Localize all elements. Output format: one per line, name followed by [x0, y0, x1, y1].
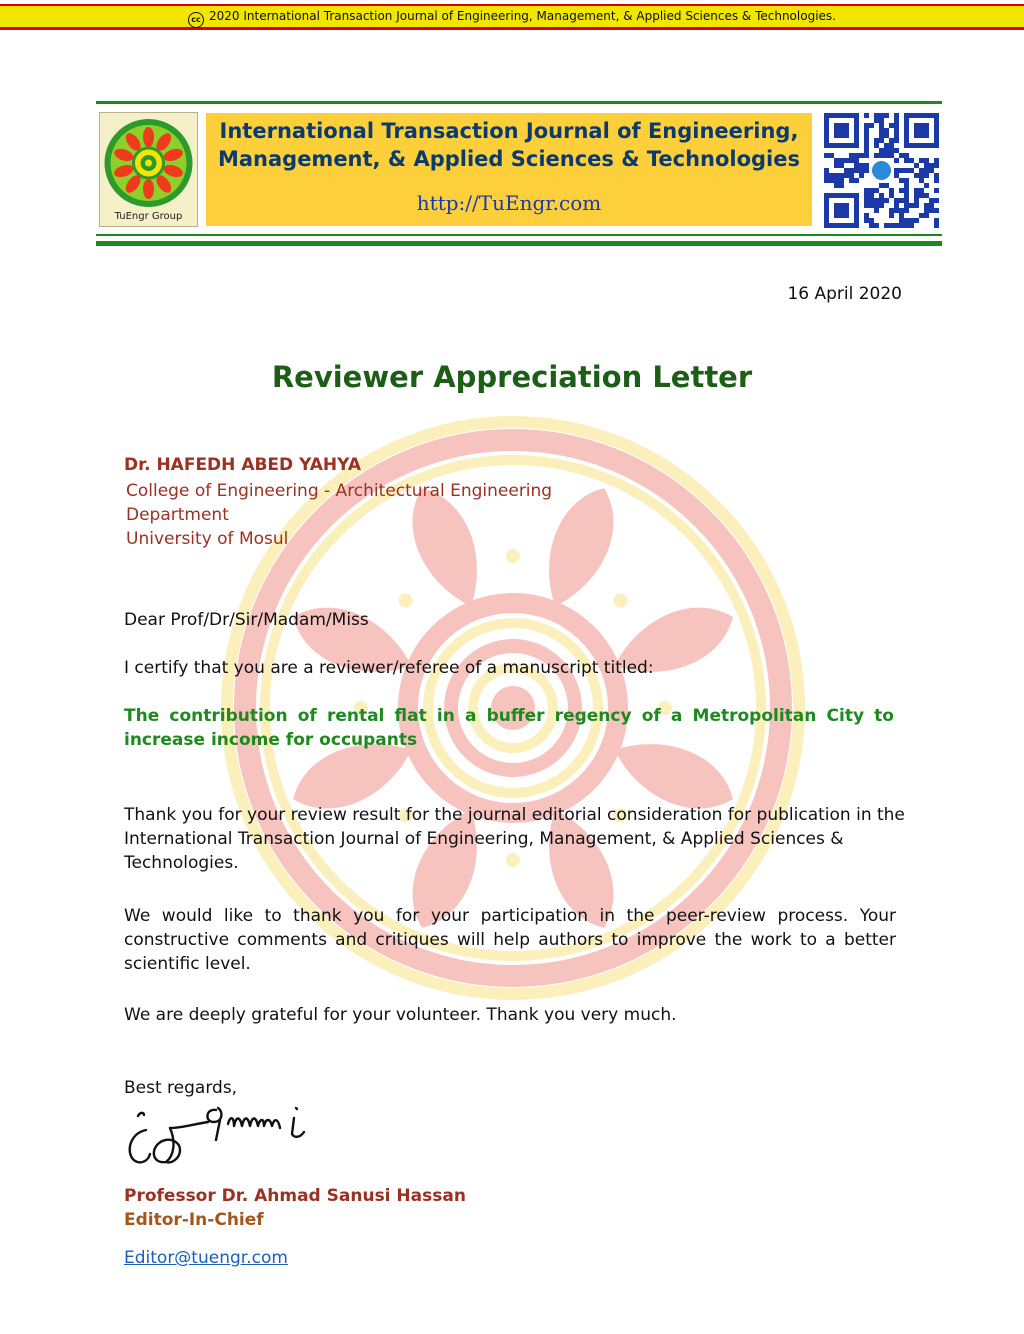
qr-module — [899, 198, 904, 203]
closing: Best regards, — [124, 1078, 238, 1098]
qr-module — [879, 183, 884, 188]
journal-url[interactable]: http://TuEngr.com — [416, 191, 602, 215]
qr-module — [914, 173, 919, 178]
qr-module — [924, 168, 929, 173]
qr-module — [904, 208, 909, 213]
qr-module — [919, 193, 924, 198]
qr-module — [934, 223, 939, 228]
qr-module — [884, 143, 889, 148]
qr-module — [864, 123, 869, 128]
signer-name: Professor Dr. Ahmad Sanusi Hassan — [124, 1186, 466, 1206]
signer-role: Editor-In-Chief — [124, 1210, 264, 1230]
qr-module — [879, 128, 884, 133]
qr-module — [934, 198, 939, 203]
qr-module — [849, 153, 854, 158]
gratitude-paragraph: We are deeply grateful for your volunteer. Thank you very much. — [124, 1005, 677, 1025]
qr-module — [889, 138, 894, 143]
qr-module — [869, 123, 874, 128]
qr-module — [839, 183, 844, 188]
qr-module — [874, 138, 879, 143]
qr-module — [839, 158, 844, 163]
qr-module — [854, 178, 859, 183]
qr-module — [904, 183, 909, 188]
qr-module — [874, 118, 879, 123]
recipient-name: Dr. HAFEDH ABED YAHYA — [124, 455, 361, 475]
qr-module — [829, 178, 834, 183]
qr-module — [899, 168, 904, 173]
qr-module — [884, 153, 889, 158]
qr-module — [899, 218, 904, 223]
qr-module — [824, 178, 829, 183]
qr-module — [839, 163, 844, 168]
qr-module — [864, 193, 869, 198]
qr-module — [884, 198, 889, 203]
qr-module — [839, 178, 844, 183]
qr-module — [834, 163, 839, 168]
qr-module — [909, 218, 914, 223]
qr-module — [894, 223, 899, 228]
qr-module — [934, 218, 939, 223]
qr-module — [879, 153, 884, 158]
qr-module — [929, 203, 934, 208]
banner-text: 2020 International Transaction Journal of Engineering, Management, & Applied Sciences & Technologies. — [209, 9, 836, 23]
qr-module — [899, 223, 904, 228]
qr-module — [889, 188, 894, 193]
qr-module — [879, 138, 884, 143]
qr-module — [864, 163, 869, 168]
qr-module — [824, 168, 829, 173]
header-rule-bottom-thin — [96, 234, 942, 236]
qr-module — [894, 208, 899, 213]
qr-module — [899, 213, 904, 218]
qr-module — [879, 198, 884, 203]
qr-module — [889, 208, 894, 213]
qr-module — [834, 173, 839, 178]
qr-module — [894, 173, 899, 178]
peer-review-paragraph: We would like to thank you for your participation in the peer-review process. Your constructive comments and critiques will help authors to improve the work to a better scientific level. — [124, 906, 896, 974]
qr-module — [929, 168, 934, 173]
qr-module — [874, 188, 879, 193]
qr-module — [849, 173, 854, 178]
qr-module — [874, 143, 879, 148]
qr-module — [844, 168, 849, 173]
qr-module — [894, 203, 899, 208]
tuengr-wheel-logo-icon — [100, 115, 197, 211]
watermark-dot — [506, 549, 520, 563]
qr-module — [919, 213, 924, 218]
qr-module — [934, 208, 939, 213]
qr-module — [929, 198, 934, 203]
qr-module — [899, 188, 904, 193]
qr-module — [889, 223, 894, 228]
qr-module — [864, 198, 869, 203]
journal-title — [206, 117, 812, 173]
qr-module — [859, 153, 864, 158]
qr-module — [879, 113, 884, 118]
qr-module — [854, 153, 859, 158]
qr-module — [849, 168, 854, 173]
qr-module — [869, 193, 874, 198]
qr-module — [869, 198, 874, 203]
qr-module — [834, 158, 839, 163]
certification-statement: I certify that you are a reviewer/referee of a manuscript titled: — [124, 658, 654, 678]
qr-module — [924, 163, 929, 168]
affiliation-line: University of Mosul — [126, 529, 289, 549]
handwritten-signature — [124, 1100, 324, 1172]
header-rule-top — [96, 101, 942, 104]
qr-module — [904, 153, 909, 158]
qr-module — [874, 223, 879, 228]
thanks-paragraph: Thank you for your review result for the journal editorial consideration for publication in the International Transaction Journal of Engineering, Management, & Applied Sciences & Technologies. — [124, 805, 905, 873]
qr-module — [879, 123, 884, 128]
letter-date: 16 April 2020 — [787, 284, 902, 304]
qr-module — [869, 218, 874, 223]
qr-module — [884, 223, 889, 228]
qr-module — [934, 188, 939, 193]
qr-module — [864, 218, 869, 223]
qr-module — [914, 218, 919, 223]
qr-module — [904, 218, 909, 223]
creative-commons-icon: cc — [188, 12, 204, 28]
header-rule-bottom-thick — [96, 241, 942, 246]
manuscript-title: The contribution of rental flat in a buffer regency of a Metropolitan City to increase income for occupants — [124, 706, 894, 750]
qr-module — [914, 203, 919, 208]
salutation: Dear Prof/Dr/Sir/Madam/Miss — [124, 610, 369, 630]
qr-module — [864, 113, 869, 118]
qr-module — [824, 173, 829, 178]
qr-module — [924, 183, 929, 188]
qr-module — [919, 173, 924, 178]
qr-module — [879, 133, 884, 138]
qr-module — [934, 158, 939, 163]
qr-module — [924, 173, 929, 178]
qr-module — [864, 203, 869, 208]
qr-module — [904, 158, 909, 163]
qr-module — [889, 143, 894, 148]
qr-module — [864, 138, 869, 143]
qr-module — [844, 158, 849, 163]
qr-module — [924, 203, 929, 208]
qr-module — [864, 148, 869, 153]
qr-module — [894, 133, 899, 138]
affiliation-line: College of Engineering - Architectural Engineering — [126, 481, 553, 501]
qr-module — [849, 178, 854, 183]
qr-module — [919, 158, 924, 163]
qr-module — [909, 168, 914, 173]
qr-module — [864, 143, 869, 148]
qr-module — [914, 193, 919, 198]
qr-module — [904, 188, 909, 193]
qr-module — [924, 213, 929, 218]
qr-module — [869, 188, 874, 193]
qr-module — [874, 153, 879, 158]
qr-module — [884, 148, 889, 153]
qr-module — [904, 198, 909, 203]
qr-module — [934, 173, 939, 178]
qr-module — [864, 128, 869, 133]
qr-module — [884, 113, 889, 118]
qr-module — [924, 158, 929, 163]
qr-module — [894, 158, 899, 163]
qr-module — [894, 118, 899, 123]
qr-module — [844, 173, 849, 178]
qr-module — [884, 128, 889, 133]
qr-module — [854, 163, 859, 168]
journal-logo — [99, 112, 198, 227]
qr-module — [839, 173, 844, 178]
qr-module — [864, 188, 869, 193]
recipient-affiliation — [126, 479, 552, 551]
qr-module — [864, 153, 869, 158]
qr-module — [874, 113, 879, 118]
journal-title-line1: International Transaction Journal of Engineering, — [219, 119, 799, 143]
qr-code-icon — [824, 113, 939, 228]
qr-module — [934, 163, 939, 168]
qr-module — [924, 193, 929, 198]
qr-module — [899, 208, 904, 213]
qr-module — [859, 173, 864, 178]
qr-module — [914, 163, 919, 168]
qr-module — [889, 123, 894, 128]
qr-module — [889, 193, 894, 198]
qr-module — [834, 183, 839, 188]
qr-module — [894, 168, 899, 173]
qr-module — [894, 113, 899, 118]
qr-module — [919, 188, 924, 193]
qr-module — [864, 213, 869, 218]
qr-module — [864, 168, 869, 173]
qr-module — [834, 178, 839, 183]
qr-module — [874, 208, 879, 213]
qr-module — [914, 188, 919, 193]
qr-module — [929, 208, 934, 213]
qr-module — [879, 203, 884, 208]
letter-title: Reviewer Appreciation Letter — [271, 360, 753, 394]
qr-module — [914, 198, 919, 203]
editor-email-link[interactable]: Editor@tuengr.com — [124, 1248, 288, 1268]
qr-module — [919, 168, 924, 173]
qr-module — [889, 213, 894, 218]
qr-module — [879, 193, 884, 198]
qr-module — [899, 153, 904, 158]
top-banner — [0, 4, 1024, 30]
qr-module — [879, 118, 884, 123]
qr-module — [904, 193, 909, 198]
qr-module — [894, 128, 899, 133]
journal-title-line2: Management, & Applied Sciences & Technologies — [217, 147, 801, 171]
qr-module — [854, 158, 859, 163]
qr-module — [924, 208, 929, 213]
qr-module — [869, 223, 874, 228]
qr-module — [894, 138, 899, 143]
qr-module — [859, 163, 864, 168]
qr-module — [894, 148, 899, 153]
qr-module — [889, 153, 894, 158]
qr-module — [829, 173, 834, 178]
qr-module — [864, 133, 869, 138]
qr-module — [884, 183, 889, 188]
qr-module — [934, 178, 939, 183]
qr-module — [899, 178, 904, 183]
qr-module — [904, 178, 909, 183]
qr-module — [869, 203, 874, 208]
qr-module — [829, 153, 834, 158]
qr-module — [854, 168, 859, 173]
qr-module — [884, 133, 889, 138]
qr-module — [894, 198, 899, 203]
qr-module — [909, 223, 914, 228]
qr-module — [849, 158, 854, 163]
logo-petal — [143, 179, 154, 199]
qr-module — [879, 148, 884, 153]
qr-module — [859, 168, 864, 173]
qr-module — [824, 153, 829, 158]
qr-module — [919, 178, 924, 183]
qr-module — [909, 158, 914, 163]
qr-module — [904, 168, 909, 173]
qr-module — [904, 223, 909, 228]
qr-module — [929, 163, 934, 168]
logo-petal — [143, 127, 154, 147]
qr-module — [904, 203, 909, 208]
qr-module — [909, 203, 914, 208]
qr-module — [894, 123, 899, 128]
qr-module — [874, 198, 879, 203]
affiliation-line: Department — [126, 505, 229, 525]
qr-module — [889, 148, 894, 153]
qr-module — [874, 203, 879, 208]
journal-title-box — [206, 113, 812, 226]
logo-caption: TuEngr Group — [114, 211, 183, 222]
